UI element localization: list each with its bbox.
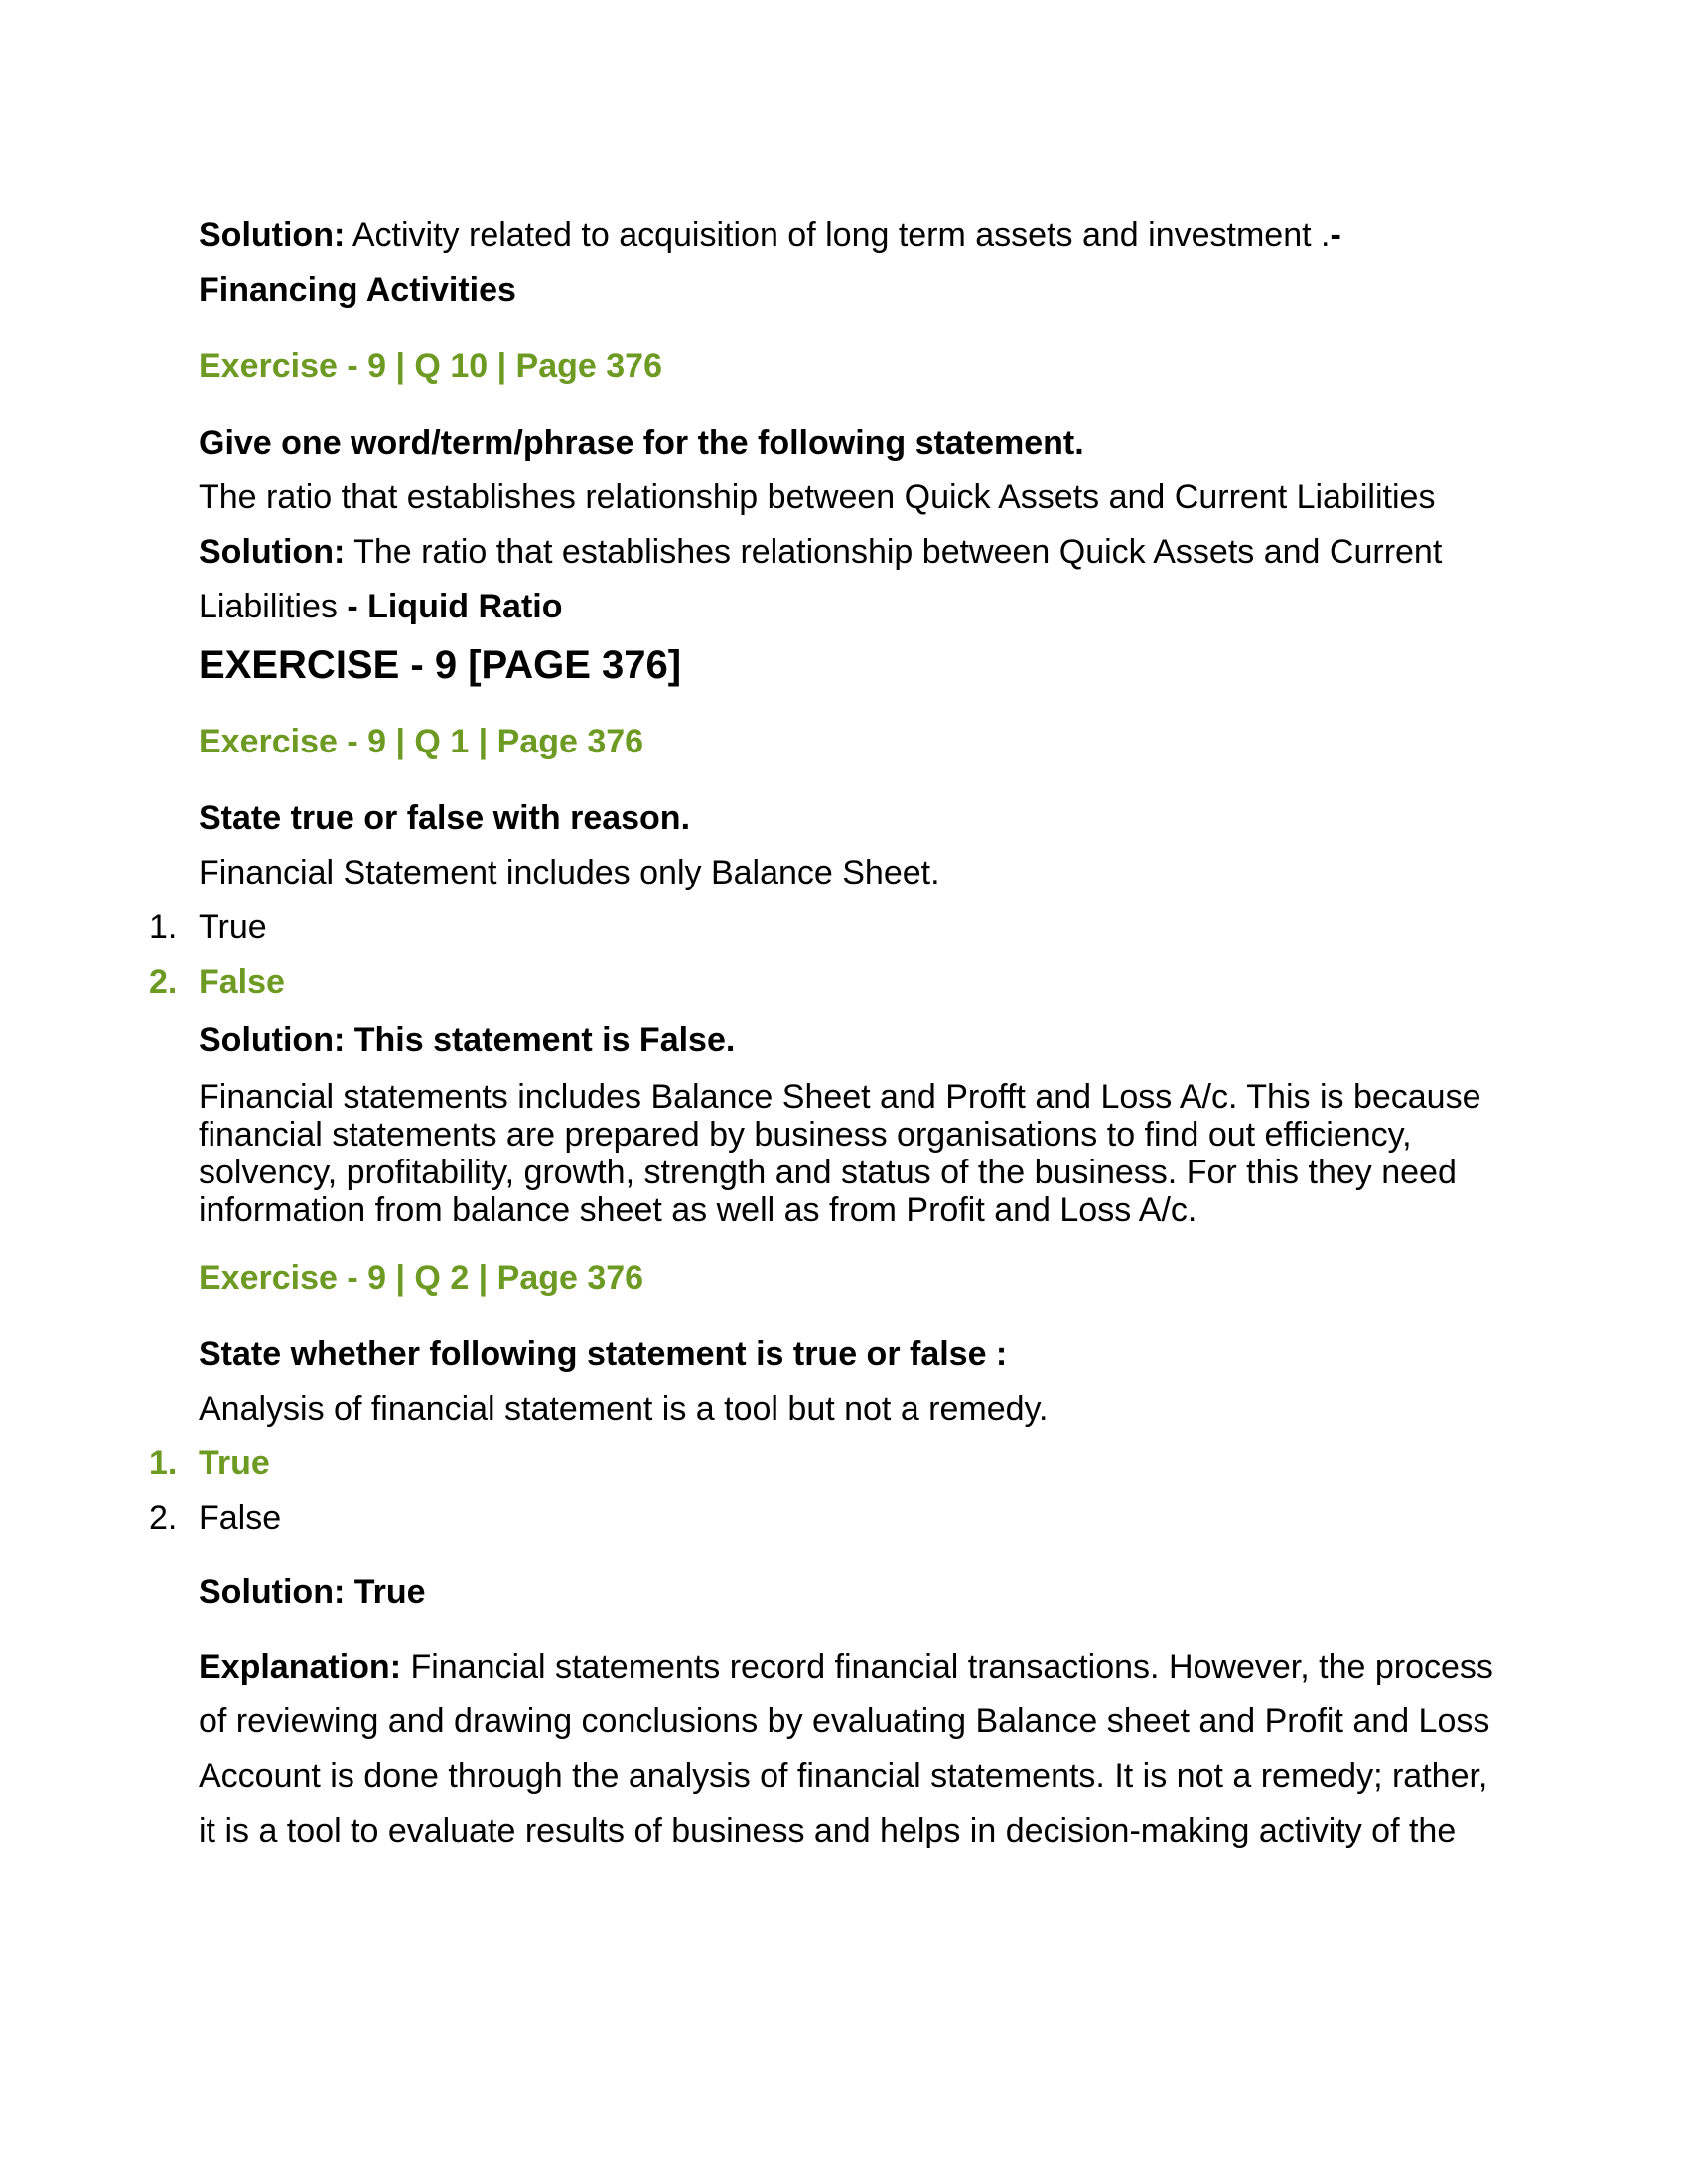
question-prompt: State true or false with reason. bbox=[199, 799, 691, 837]
document-page bbox=[149, 208, 1509, 1858]
explanation-paragraph bbox=[199, 1640, 1509, 1858]
solution-heading: Solution: This statement is False. bbox=[199, 1022, 736, 1059]
solution-label: Solution: bbox=[199, 533, 346, 571]
section-heading: EXERCISE - 9 [PAGE 376] bbox=[199, 643, 682, 687]
answer-options bbox=[149, 1436, 1509, 1546]
option-label: False bbox=[199, 963, 285, 1001]
question-reference-q1[interactable]: Exercise - 9 | Q 1 | Page 376 bbox=[199, 723, 644, 760]
solution-paragraph-1 bbox=[199, 208, 1509, 318]
option-number: 1. bbox=[149, 908, 178, 946]
option-number: 2. bbox=[149, 963, 178, 1001]
option-number: 1. bbox=[149, 1444, 178, 1482]
answer-options bbox=[149, 900, 1509, 1010]
question-statement: Analysis of financial statement is a tool but not a remedy. bbox=[199, 1390, 1049, 1428]
option-number: 2. bbox=[149, 1499, 178, 1537]
solution-heading: Solution: True bbox=[199, 1573, 426, 1611]
option-label: True bbox=[199, 1444, 270, 1482]
solution-answer: - Financing Activities bbox=[199, 216, 1341, 309]
solution-paragraph-2 bbox=[199, 525, 1509, 634]
explanation-text: Financial statements record financial transactions. However, the process of reviewing and drawing conclusions by evaluating Balance sheet and Profit and Loss Account is done through the analysis of financial statements. It is not a remedy; rather, it is a tool to evaluate results of business and helps in decision-making activity of the bbox=[199, 1648, 1493, 1849]
option-label: False bbox=[199, 1499, 282, 1537]
solution-explanation: Financial statements includes Balance Sheet and Profft and Loss A/c. This is because financial statements are prepared by business organisations to find out efficiency, solvency, profitability, growth, strength and status of the business. For this they need information from balance sheet as well as from Profit and Loss A/c. bbox=[199, 1078, 1481, 1229]
question-reference-q2[interactable]: Exercise - 9 | Q 2 | Page 376 bbox=[199, 1259, 644, 1297]
solution-text: Activity related to acquisition of long term assets and investment . bbox=[345, 216, 1331, 254]
question-statement: The ratio that establishes relationship between Quick Assets and Current Liabilities bbox=[199, 478, 1436, 516]
question-reference-q10[interactable]: Exercise - 9 | Q 10 | Page 376 bbox=[199, 347, 662, 385]
option-false bbox=[149, 1491, 1509, 1546]
option-label: True bbox=[199, 908, 267, 946]
option-false-correct bbox=[149, 955, 1509, 1010]
option-true-correct bbox=[149, 1436, 1509, 1491]
solution-answer: - Liquid Ratio bbox=[347, 588, 563, 625]
solution-label: Solution: bbox=[199, 216, 346, 254]
question-prompt: State whether following statement is true or false : bbox=[199, 1335, 1008, 1373]
solution-text: The ratio that establishes relationship between Quick Assets and Current Liabilities bbox=[199, 533, 1443, 625]
question-statement: Financial Statement includes only Balance Sheet. bbox=[199, 854, 940, 891]
option-true bbox=[149, 900, 1509, 955]
explanation-label: Explanation: bbox=[199, 1648, 402, 1686]
question-prompt: Give one word/term/phrase for the following statement. bbox=[199, 424, 1084, 462]
